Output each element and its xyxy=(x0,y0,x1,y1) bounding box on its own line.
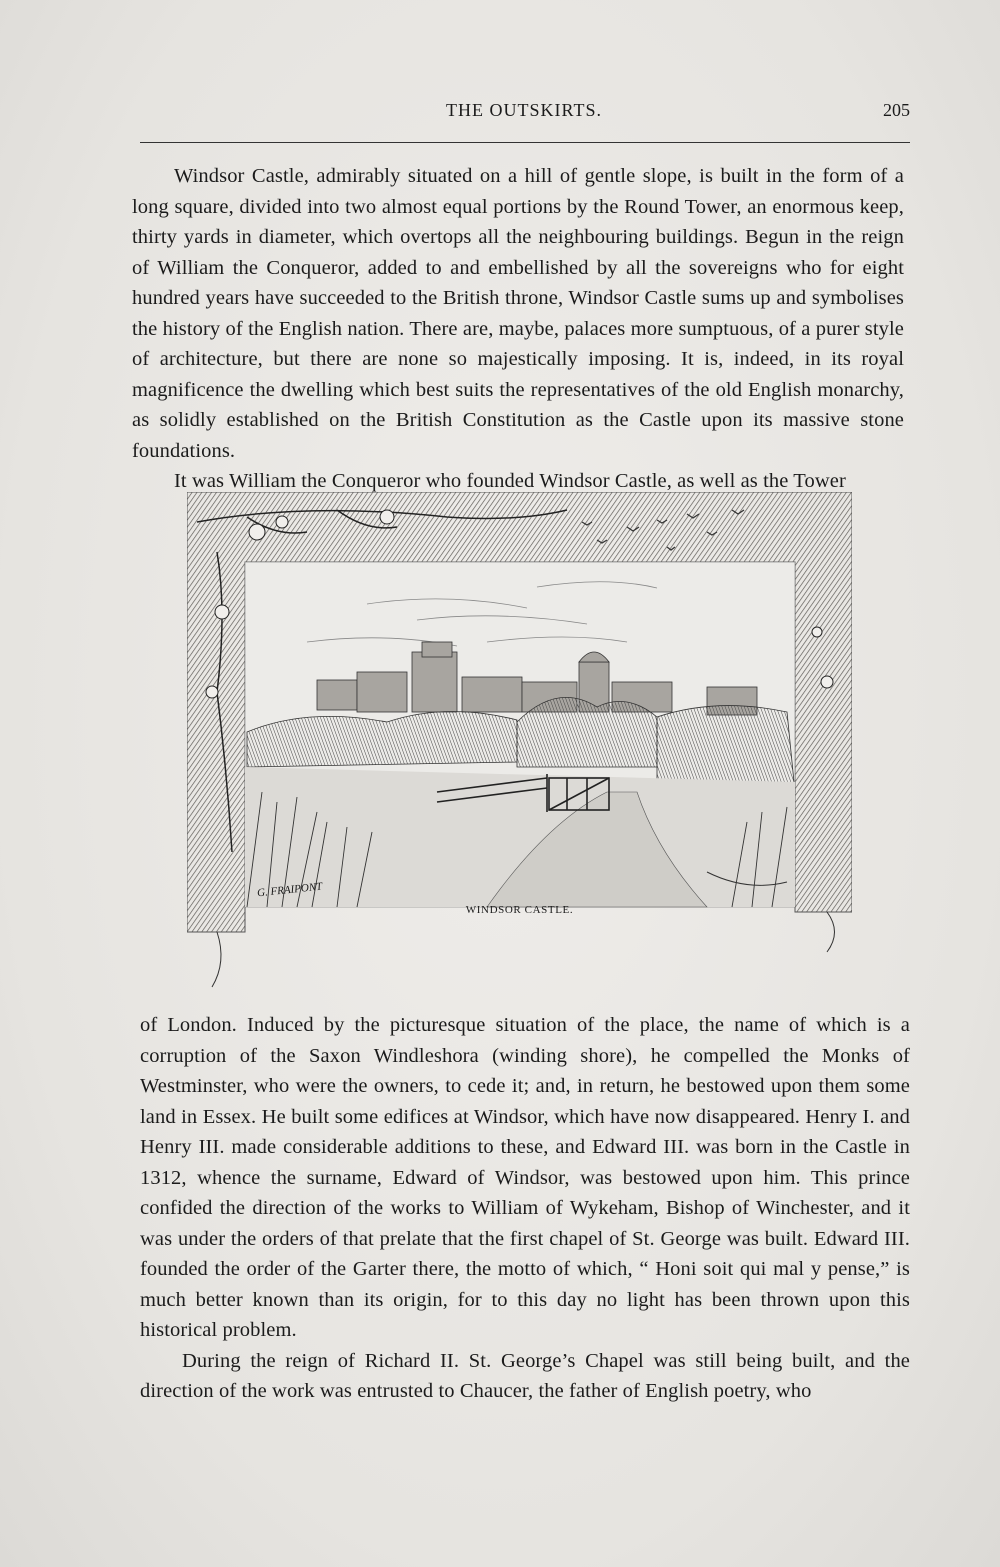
paragraph-founding-start: It was William the Conqueror who founded Windsor Castle, as well as the Tower xyxy=(174,470,846,492)
figure-caption: WINDSOR CASTLE. xyxy=(465,904,574,916)
page-number: 205 xyxy=(883,100,910,120)
bottom-text-block xyxy=(140,1010,910,1407)
running-title: THE OUTSKIRTS. xyxy=(446,100,602,120)
engraving-artwork xyxy=(187,492,852,997)
artist-signature: G. FRAIPONT xyxy=(256,880,323,900)
windsor-castle-illustration xyxy=(187,492,852,997)
paragraph-richard-ii: During the reign of Richard II. St. George’s Chapel was still being built, and the direction of the work was entrusted to Chaucer, the father of English poetry, who xyxy=(140,1349,910,1402)
paragraph-founding-continued: of London. Induced by the picturesque situation of the place, the name of which is a corruption of the Saxon Windleshora (winding shore), he compelled the Monks of Westminster, who were the owners, to cede it; and, in return, he bestowed upon them some land in Essex. He built some edifices at Windsor, which have now disappeared. Henry I. and Henry III. made considerable additions to these, and Edward III. was born in the Castle in 1312, whence the surname, Edward of Windsor, was bestowed upon him. This prince confided the direction of the works to William of Wykeham, Bishop of Winchester, and it was under the orders of that prelate that the first chapel of St. George was built. Edward III. founded the order of the Garter there, the motto of which, “ Honi soit qui mal y pense,” is much better known than its origin, for to this day no light has been thrown upon this historical problem. xyxy=(140,1014,910,1341)
header-rule xyxy=(140,142,910,143)
paragraph-windsor-description: Windsor Castle, admirably situated on a hill of gentle slope, is built in the form of a long square, divided into two almost equal portions by the Round Tower, an enormous keep, thirty yards in diameter, which overtops all the neighbouring buildings. Begun in the reign of William the Conqueror, added to and embellished by all the sovereigns who for eight hundred years have succeeded to the British throne, Windsor Castle sums up and symbolises the history of the English nation. There are, maybe, palaces more sumptuous, of a purer style of architecture, but there are none so majestically imposing. It is, indeed, in its royal magnificence the dwelling which best suits the representatives of the old English monarchy, as solidly established on the British Constitution as the Castle upon its massive stone foundations. xyxy=(132,165,904,462)
running-head xyxy=(138,100,910,134)
top-text-block xyxy=(132,161,904,497)
